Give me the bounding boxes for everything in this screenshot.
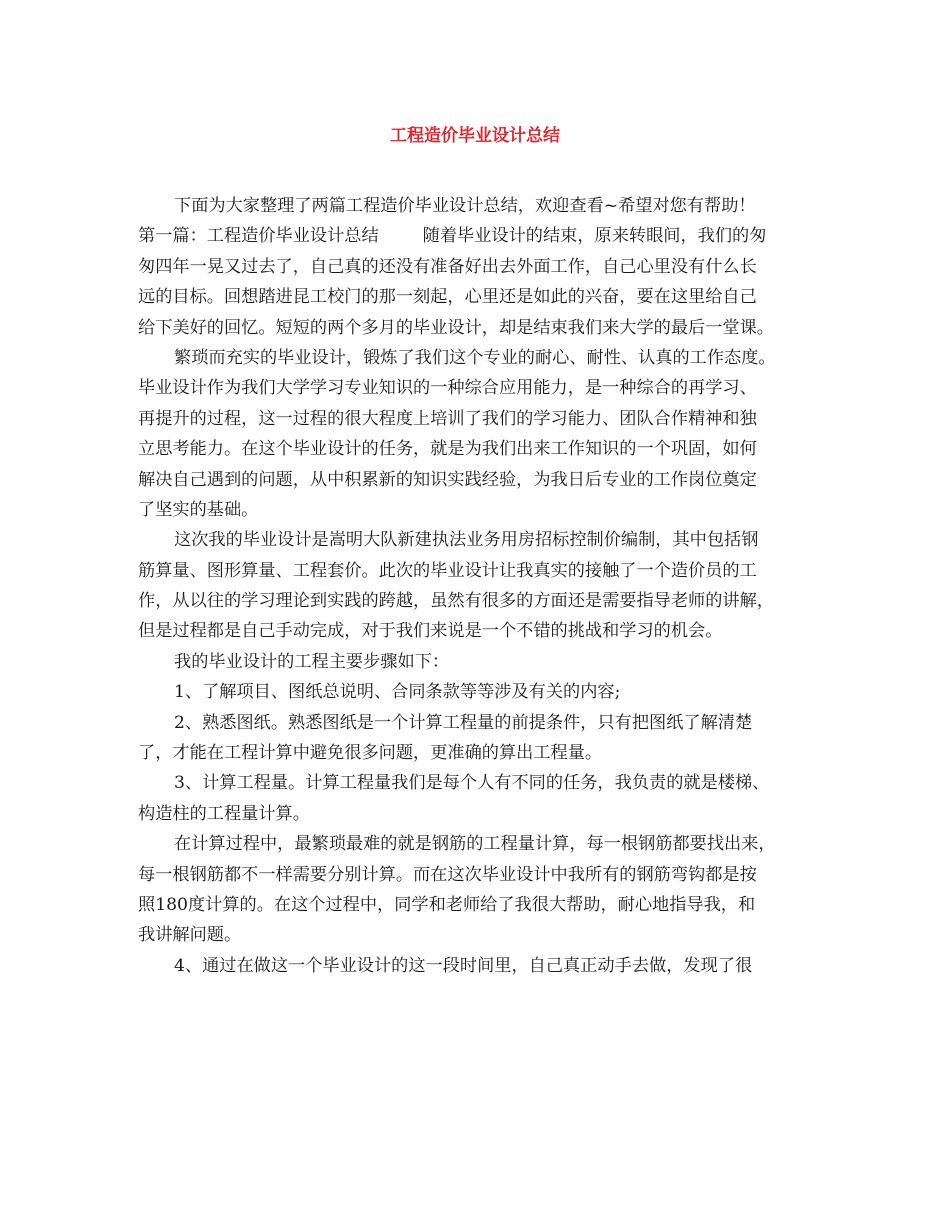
paragraph-line: 了坚实的基础。 (138, 499, 259, 520)
paragraph-line: 匆四年一晃又过去了，自己真的还没有准备好出去外面工作，自己心里没有什么长 (138, 256, 757, 277)
paragraph-line: 远的目标。回想踏进昆工校门的那一刻起，心里还是如此的兴奋，要在这里给自己 (138, 287, 757, 308)
paragraph-line: 我的毕业设计的工程主要步骤如下： (174, 651, 450, 672)
list-item-line: 2、熟悉图纸。熟悉图纸是一个计算工程量的前提条件，只有把图纸了解清楚 (174, 712, 753, 733)
paragraph-line: 解决自己遇到的问题，从中积累新的知识实践经验，为我日后专业的工作岗位奠定 (138, 469, 757, 490)
paragraph-line: 下面为大家整理了两篇工程造价毕业设计总结，欢迎查看~希望对您有帮助！ (174, 196, 756, 216)
list-item-line: 1、了解项目、图纸总说明、合同条款等等涉及有关的内容; (174, 682, 621, 703)
paragraph-line (138, 221, 828, 251)
paragraph-line: 再提升的过程，这一过程的很大程度上培训了我们的学习能力、团队合作精神和独 (138, 408, 757, 429)
paragraph-line: 我讲解问题。 (138, 925, 242, 946)
section-heading: 第一篇：工程造价毕业设计总结 (138, 226, 379, 247)
paragraph-line: 筋算量、图形算量、工程套价。此次的毕业设计让我真实的接触了一个造价员的工 (138, 560, 757, 581)
paragraph-line: 立思考能力。在这个毕业设计的任务，就是为我们出来工作知识的一个巩固，如何 (138, 439, 757, 460)
document-title: 工程造价毕业设计总结 (390, 126, 560, 146)
paragraph-text: 随着毕业设计的结束，原来转眼间，我们的匆 (422, 226, 767, 247)
list-item-line: 4、通过在做这一个毕业设计的这一段时间里，自己真正动手去做，发现了很 (174, 955, 753, 976)
paragraph-line: 给下美好的回忆。短短的两个多月的毕业设计，却是结束我们来大学的最后一堂课。 (138, 317, 774, 338)
paragraph-line: 每一根钢筋都不一样需要分别计算。而在这次毕业设计中我所有的钢筋弯钩都是按 (138, 864, 757, 885)
list-item-line: 3、计算工程量。计算工程量我们是每个人有不同的任务，我负责的就是楼梯、 (174, 773, 770, 794)
paragraph-line: 在计算过程中，最繁琐最难的就是钢筋的工程量计算，每一根钢筋都要找出来， (174, 834, 776, 855)
paragraph-line: 繁琐而充实的毕业设计，锻炼了我们这个专业的耐心、耐性、认真的工作态度。 (174, 347, 776, 368)
paragraph-line: 照180度计算的。在这个过程中，同学和老师给了我很大帮助，耐心地指导我，和 (138, 894, 756, 915)
paragraph-line: 但是过程都是自己手动完成，对于我们来说是一个不错的挑战和学习的机会。 (138, 621, 723, 642)
list-item-line: 了，才能在工程计算中避免很多问题，更准确的算出工程量。 (138, 743, 603, 764)
paragraph-line: 毕业设计作为我们大学学习专业知识的一种综合应用能力，是一种综合的再学习、 (138, 378, 757, 399)
list-item-line: 构造柱的工程量计算。 (138, 803, 310, 824)
paragraph-line: 作，从以往的学习理论到实践的跨越，虽然有很多的方面还是需要指导老师的讲解， (138, 591, 774, 612)
document-body (138, 191, 828, 981)
paragraph-line: 这次我的毕业设计是嵩明大队新建执法业务用房招标控制价编制，其中包括钢 (174, 530, 759, 551)
